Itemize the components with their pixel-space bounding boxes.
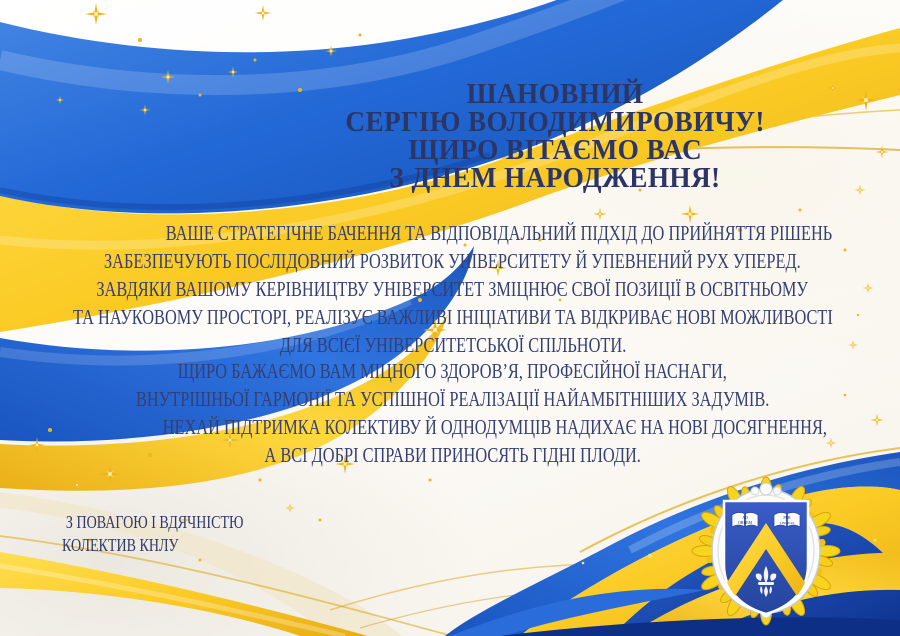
- bottom-right-ribbon: [445, 448, 900, 636]
- signature-line: З ПОВАГОЮ І ВДЯЧНІСТЮ: [65, 512, 244, 532]
- paragraph-line: ТА НАУКОВОМУ ПРОСТОРІ, РЕАЛІЗУЄ ВАЖЛИВІ ІНІЦІАТИВИ ТА ВІДКРИВАЄ НОВІ МОЖЛИВОСТІ: [72, 305, 833, 329]
- motto-text: ORBEM: [737, 520, 753, 525]
- paragraph-line: ДЛЯ ВСІЄЇ УНІВЕРСИТЕТСЬКОЇ СПІЛЬНОТИ.: [279, 333, 626, 357]
- open-book-icon: [732, 513, 758, 527]
- motto-text: AD: [742, 515, 748, 520]
- paragraph-line: ЩИРО БАЖАЄМО ВАМ МІЦНОГО ЗДОРОВ’Я, ПРОФЕСІЙНОЇ НАСНАГИ,: [177, 359, 728, 383]
- title-line: З ДНЕМ НАРОДЖЕННЯ!: [389, 162, 721, 194]
- greeting-title: [210, 80, 900, 192]
- paragraph-line: ЗАВДЯКИ ВАШОМУ КЕРІВНИЦТВУ УНІВЕРСИТЕТ ЗМІЦНЮЄ СВОЇ ПОЗИЦІЇ В ОСВІТНЬОМУ: [96, 277, 809, 301]
- paragraph-line: ВАШЕ СТРАТЕГІЧНЕ БАЧЕННЯ ТА ВІДПОВІДАЛЬНИЙ ПІДХІД ДО ПРИЙНЯТТЯ РІШЕНЬ: [165, 221, 832, 245]
- paragraph-line: ВНУТРІШНЬОЇ ГАРМОНІЇ ТА УСПІШНОЇ РЕАЛІЗАЦІЇ НАЙАМБІТНІШИХ ЗАДУМІВ.: [135, 387, 770, 411]
- signature-line: КОЛЕКТИВ КНЛУ: [62, 535, 179, 555]
- shield: [724, 501, 808, 614]
- title-line: СЕРГІЮ ВОЛОДИМИРОВИЧУ!: [345, 106, 765, 138]
- paragraph-line: НЕХАЙ ПІДТРИМКА КОЛЕКТИВУ Й ОДНОДУМЦІВ НАДИХАЄ НА НОВІ ДОСЯГНЕННЯ,: [162, 415, 827, 439]
- title-line: ШАНОВНИЙ: [466, 78, 644, 110]
- paragraph-1: [5, 219, 900, 359]
- paragraph-line: ЗАБЕЗПЕЧУЮТЬ ПОСЛІДОВНИЙ РОЗВИТОК УНІВЕРСИТЕТУ Й УПЕВНЕНИЙ РУХ УПЕРЕД.: [104, 249, 801, 273]
- paragraph-2: [5, 357, 900, 469]
- title-line: ЩИРО ВІТАЄМО ВАС: [408, 134, 702, 166]
- motto-text: LINGUAS: [779, 521, 795, 525]
- motto-text: PER: [783, 515, 791, 520]
- paragraph-line: А ВСІ ДОБРІ СПРАВИ ПРИНОСЯТЬ ГІДНІ ПЛОДИ.: [264, 443, 641, 467]
- signature: [62, 511, 295, 557]
- open-book-icon: [774, 513, 800, 527]
